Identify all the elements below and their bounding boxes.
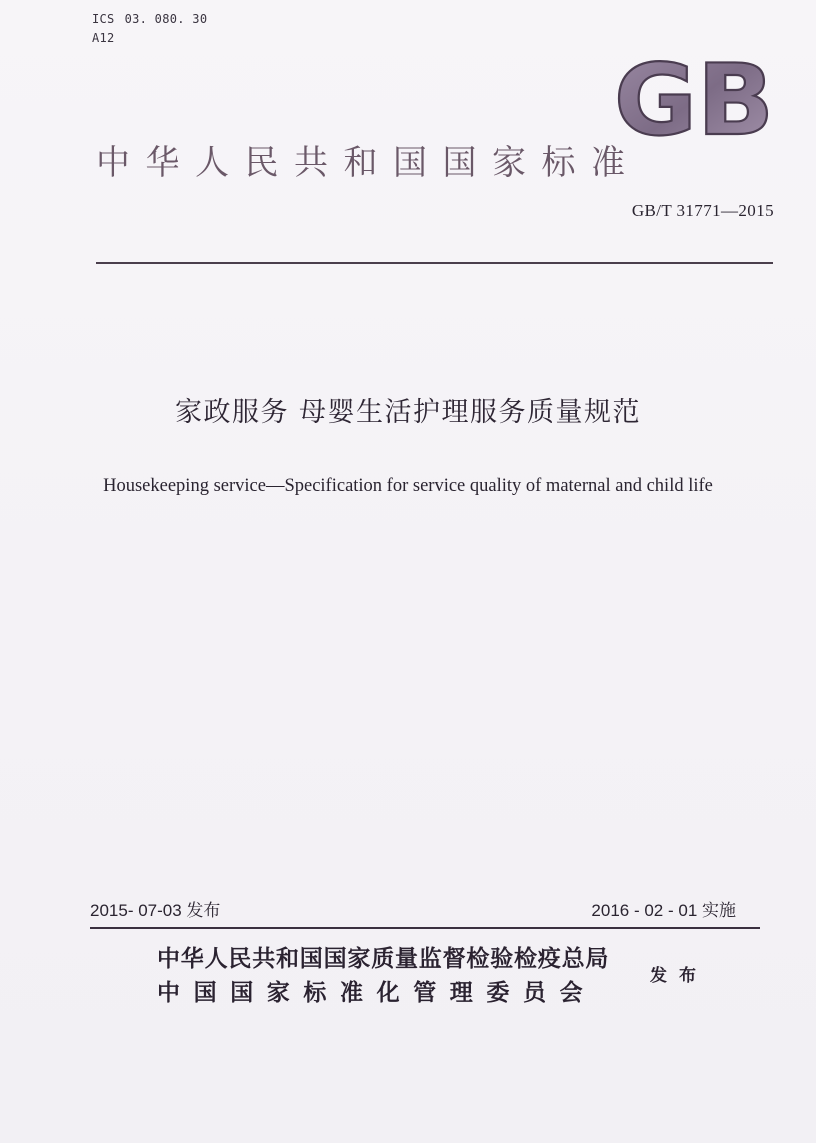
footer-divider (90, 927, 760, 929)
ccs-code: A12 (92, 30, 115, 45)
issue-date: 2015- 07-03 发布 (90, 901, 221, 920)
national-standard-title: 中华人民共和国国家标准 (96, 143, 641, 183)
issuer-sac: 中国国家标准化管理委员会 (157, 980, 597, 1006)
header-divider (96, 262, 773, 264)
standard-title-english: Housekeeping service—Specification for service quality of maternal and child life (103, 476, 713, 496)
issuer-aqsiq: 中华人民共和国国家质量监督检验检疫总局 (157, 946, 610, 972)
gb-logo-text: GB (614, 58, 774, 141)
gb-logo (612, 58, 777, 141)
ics-code: 03. 080. 30 (124, 12, 208, 26)
standard-number: GB/T 31771—2015 (631, 201, 774, 220)
ics-classification (92, 10, 207, 47)
ics-label: ICS (92, 12, 115, 26)
standard-title-chinese: 家政服务 母婴生活护理服务质量规范 (174, 397, 642, 428)
implementation-date: 2016 - 02 - 01 实施 (591, 901, 736, 920)
issuing-authorities (157, 942, 627, 1010)
ics-line (92, 10, 207, 29)
publish-label: 发布 (650, 966, 708, 986)
